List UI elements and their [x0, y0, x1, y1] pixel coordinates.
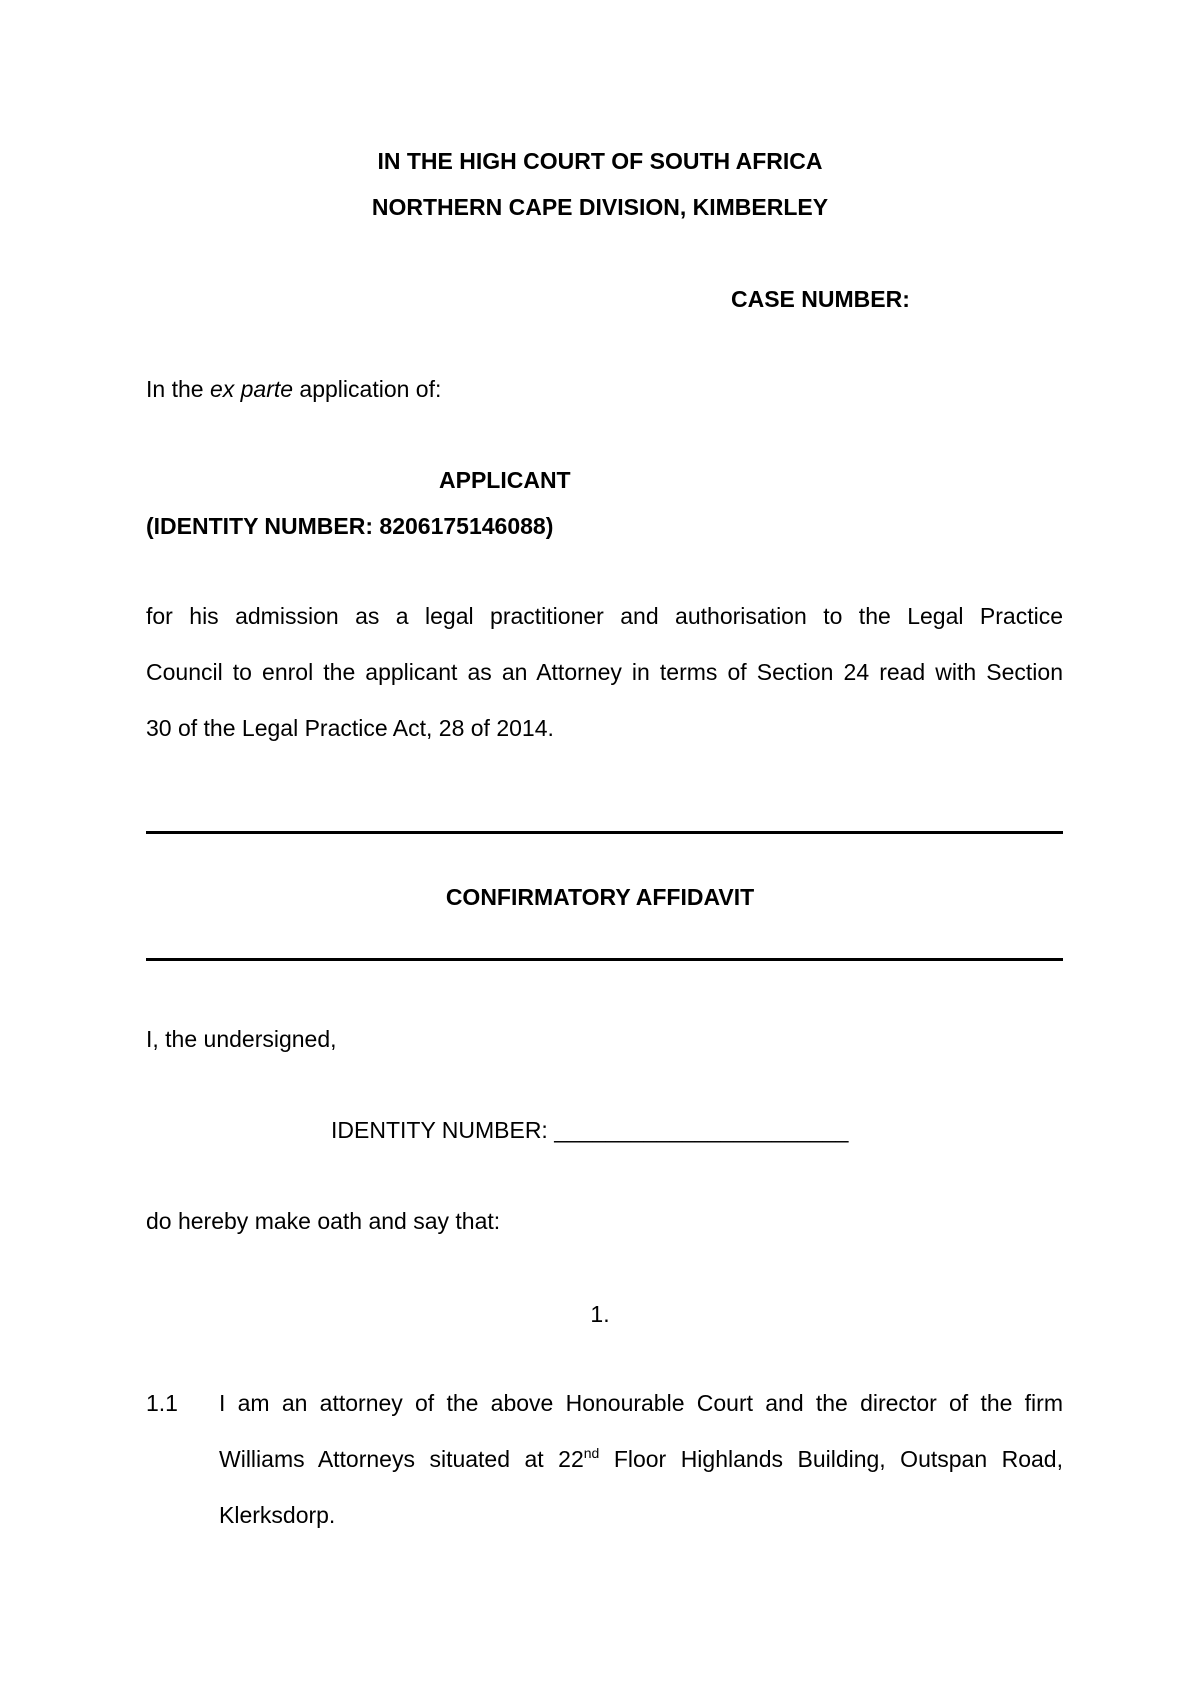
- intro-suffix: application of:: [293, 376, 442, 402]
- applicant-identity: (IDENTITY NUMBER: 8206175146088): [146, 513, 554, 539]
- ordinal-suffix: nd: [583, 1445, 600, 1461]
- paragraph-line-2: [219, 1445, 1063, 1472]
- purpose-line-2: Council to enrol the applicant as an Attorney in terms of Section 24 read with Section: [146, 659, 1063, 685]
- intro-line: [146, 378, 441, 401]
- oath-line: do hereby make oath and say that:: [146, 1208, 501, 1234]
- paragraph-number: 1.1: [146, 1390, 178, 1416]
- court-division: NORTHERN CAPE DIVISION, KIMBERLEY: [371, 194, 829, 220]
- identity-number-field: IDENTITY NUMBER: _______________________: [331, 1117, 849, 1143]
- intro-italic: ex parte: [209, 376, 294, 402]
- intro-prefix: In the: [146, 376, 210, 402]
- divider-top: [146, 831, 1063, 834]
- paragraph-line-3: Klerksdorp.: [219, 1502, 336, 1528]
- case-number-label: CASE NUMBER:: [731, 286, 910, 312]
- paragraph-line-2-start: Williams Attorneys situated at 22: [219, 1446, 584, 1472]
- affidavit-title: CONFIRMATORY AFFIDAVIT: [445, 884, 755, 910]
- purpose-line-3: 30 of the Legal Practice Act, 28 of 2014.: [146, 715, 554, 741]
- court-name: IN THE HIGH COURT OF SOUTH AFRICA: [377, 148, 823, 174]
- divider-bottom: [146, 958, 1063, 961]
- paragraph-line-1: I am an attorney of the above Honourable Court and the director of the firm: [219, 1390, 1063, 1416]
- undersigned-line: I, the undersigned,: [146, 1026, 337, 1052]
- section-number: 1.: [590, 1301, 610, 1327]
- applicant-label: APPLICANT: [439, 467, 571, 493]
- paragraph-line-2-end: Floor Highlands Building, Outspan Road,: [599, 1446, 1063, 1472]
- purpose-line-1: for his admission as a legal practitioner and authorisation to the Legal Practice: [146, 603, 1063, 629]
